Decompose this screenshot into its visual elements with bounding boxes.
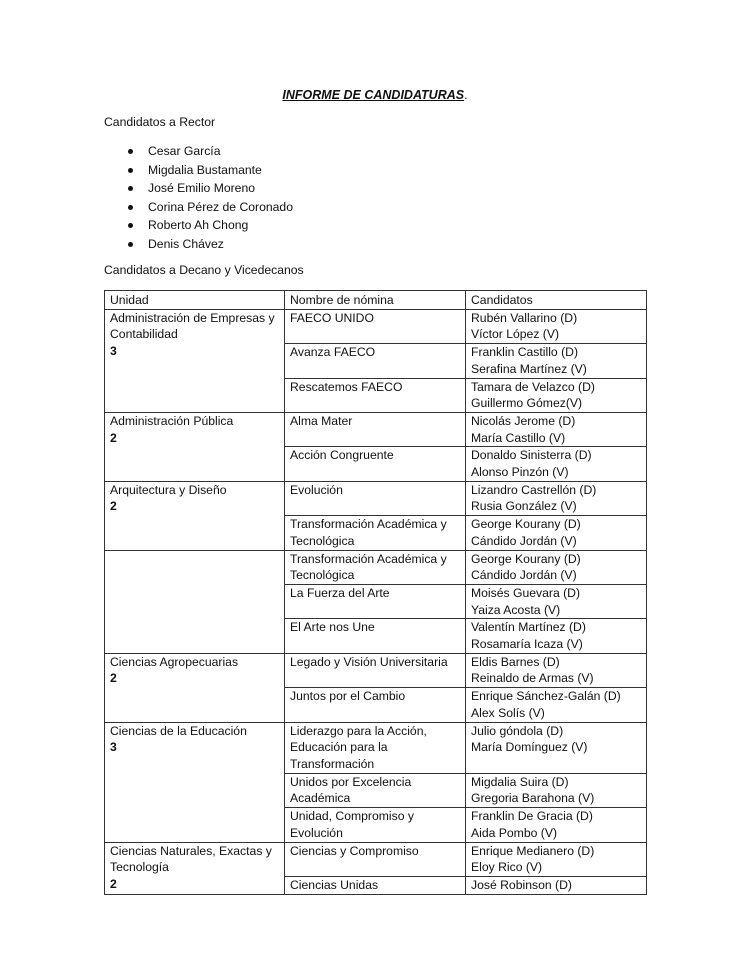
list-item: Migdalia Bustamante xyxy=(104,161,293,180)
candidate-name: José Robinson (D) xyxy=(471,877,572,892)
unit-name: Administración Pública xyxy=(110,413,234,428)
rector-section-label: Candidatos a Rector xyxy=(104,115,216,129)
table-body xyxy=(105,309,647,894)
slate-name: Legado y Visión Universitaria xyxy=(285,653,466,687)
unit-cell xyxy=(105,309,285,412)
candidate-name: Alonso Pinzón (V) xyxy=(471,465,569,480)
list-item: Corina Pérez de Coronado xyxy=(104,198,293,217)
table-row xyxy=(105,309,647,343)
slate-candidates xyxy=(466,309,647,343)
slate-name: Rescatemos FAECO xyxy=(285,378,466,412)
candidate-name: Nicolás Jerome (D) xyxy=(471,413,576,428)
candidate-name: Serafina Martínez (V) xyxy=(471,361,587,376)
slate-name: La Fuerza del Arte xyxy=(285,584,466,618)
title-text: INFORME DE CANDIDATURAS xyxy=(282,88,465,102)
slate-candidates xyxy=(466,876,647,894)
candidate-name: Lizandro Castrellón (D) xyxy=(471,482,597,497)
slate-candidates xyxy=(466,842,647,876)
table-row xyxy=(105,412,647,446)
candidate-name: Gregoria Barahona (V) xyxy=(471,791,595,806)
slate-name: Juntos por el Cambio xyxy=(285,688,466,722)
candidate-name: Rusia González (V) xyxy=(471,499,577,514)
slate-candidates xyxy=(466,688,647,722)
slate-candidates xyxy=(466,516,647,550)
candidate-name: Valentín Martínez (D) xyxy=(471,620,586,635)
slate-name: Alma Mater xyxy=(285,412,466,446)
candidate-name: George Kourany (D) xyxy=(471,517,581,532)
candidate-name: Franklin Castillo (D) xyxy=(471,345,578,360)
slate-name: Unidad, Compromiso y Evolución xyxy=(285,808,466,842)
candidate-name: Eldis Barnes (D) xyxy=(471,654,560,669)
candidate-name: Julio góndola (D) xyxy=(471,723,564,738)
slate-name: Avanza FAECO xyxy=(285,344,466,378)
slate-name: Transformación Académica y Tecnológica xyxy=(285,516,466,550)
unit-count: 2 xyxy=(110,876,117,891)
candidate-name: María Domínguez (V) xyxy=(471,740,588,755)
unit-cell xyxy=(105,550,285,653)
list-item: José Emilio Moreno xyxy=(104,179,293,198)
unit-cell xyxy=(105,722,285,842)
slate-name: FAECO UNIDO xyxy=(285,309,466,343)
candidate-name: Rubén Vallarino (D) xyxy=(471,310,578,325)
table-header-row xyxy=(105,291,647,310)
candidate-name: Moisés Guevara (D) xyxy=(471,585,581,600)
slate-candidates xyxy=(466,584,647,618)
slate-candidates xyxy=(466,447,647,481)
decano-section-label: Candidatos a Decano y Vicedecanos xyxy=(104,263,304,277)
candidate-name: Tamara de Velazco (D) xyxy=(471,379,595,394)
unit-cell xyxy=(105,481,285,550)
unit-name: Ciencias de la Educación xyxy=(110,723,247,738)
candidate-name: Cándido Jordán (V) xyxy=(471,533,577,548)
slate-name: Evolución xyxy=(285,481,466,515)
unit-name: Arquitectura y Diseño xyxy=(110,482,227,497)
slate-candidates xyxy=(466,808,647,842)
unit-count: 2 xyxy=(110,430,117,445)
page-title xyxy=(0,87,750,104)
candidate-name: George Kourany (D) xyxy=(471,551,581,566)
slate-candidates xyxy=(466,773,647,807)
slate-name: Ciencias y Compromiso xyxy=(285,842,466,876)
unit-cell xyxy=(105,653,285,722)
slate-candidates xyxy=(466,412,647,446)
unit-count: 2 xyxy=(110,671,117,686)
candidate-name: Donaldo Sinisterra (D) xyxy=(471,448,592,463)
slate-candidates xyxy=(466,481,647,515)
candidate-name: Guillermo Gómez(V) xyxy=(471,396,583,411)
slate-candidates xyxy=(466,378,647,412)
candidate-name: Reinaldo de Armas (V) xyxy=(471,671,594,686)
candidate-name: Enrique Medianero (D) xyxy=(471,843,595,858)
candidate-name: Enrique Sánchez-Galán (D) xyxy=(471,689,621,704)
table-row xyxy=(105,550,647,584)
title-suffix: . xyxy=(464,88,468,102)
candidate-name: Alex Solís (V) xyxy=(471,705,545,720)
unit-count: 3 xyxy=(110,344,117,359)
slate-name: Acción Congruente xyxy=(285,447,466,481)
slate-name: Ciencias Unidas xyxy=(285,876,466,894)
list-item: Roberto Ah Chong xyxy=(104,216,293,235)
unit-count: 2 xyxy=(110,499,117,514)
unit-name: Administración de Empresas y Contabilidad xyxy=(110,310,275,342)
slate-candidates xyxy=(466,653,647,687)
unit-name: Ciencias Agropecuarias xyxy=(110,654,239,669)
list-item: Denis Chávez xyxy=(104,235,293,254)
table-row xyxy=(105,653,647,687)
slate-candidates xyxy=(466,550,647,584)
slate-candidates xyxy=(466,344,647,378)
unit-count: 3 xyxy=(110,740,117,755)
candidate-name: María Castillo (V) xyxy=(471,430,566,445)
slate-name: Transformación Académica y Tecnológica xyxy=(285,550,466,584)
header-unidad: Unidad xyxy=(105,291,285,310)
candidate-name: Cándido Jordán (V) xyxy=(471,568,577,583)
candidate-name: Aida Pombo (V) xyxy=(471,825,558,840)
candidate-name: Yaiza Acosta (V) xyxy=(471,602,561,617)
list-item: Cesar García xyxy=(104,142,293,161)
unit-cell xyxy=(105,412,285,481)
rector-candidate-list xyxy=(104,142,293,254)
table-row xyxy=(105,842,647,876)
header-nomina: Nombre de nómina xyxy=(285,291,466,310)
slate-candidates xyxy=(466,722,647,773)
table-row xyxy=(105,722,647,773)
candidate-name: Eloy Rico (V) xyxy=(471,860,543,875)
candidate-name: Migdalia Suira (D) xyxy=(471,774,569,789)
slate-candidates xyxy=(466,619,647,653)
candidates-table xyxy=(104,290,647,895)
table-row xyxy=(105,481,647,515)
slate-name: El Arte nos Une xyxy=(285,619,466,653)
unit-name: Ciencias Naturales, Exactas y Tecnología xyxy=(110,843,272,875)
unit-cell xyxy=(105,842,285,894)
slate-name: Unidos por Excelencia Académica xyxy=(285,773,466,807)
candidate-name: Rosamaría Icaza (V) xyxy=(471,637,583,652)
header-candidatos: Candidatos xyxy=(466,291,647,310)
candidate-name: Víctor López (V) xyxy=(471,327,560,342)
slate-name: Liderazgo para la Acción, Educación para la Transformación xyxy=(285,722,466,773)
candidate-name: Franklin De Gracia (D) xyxy=(471,809,593,824)
